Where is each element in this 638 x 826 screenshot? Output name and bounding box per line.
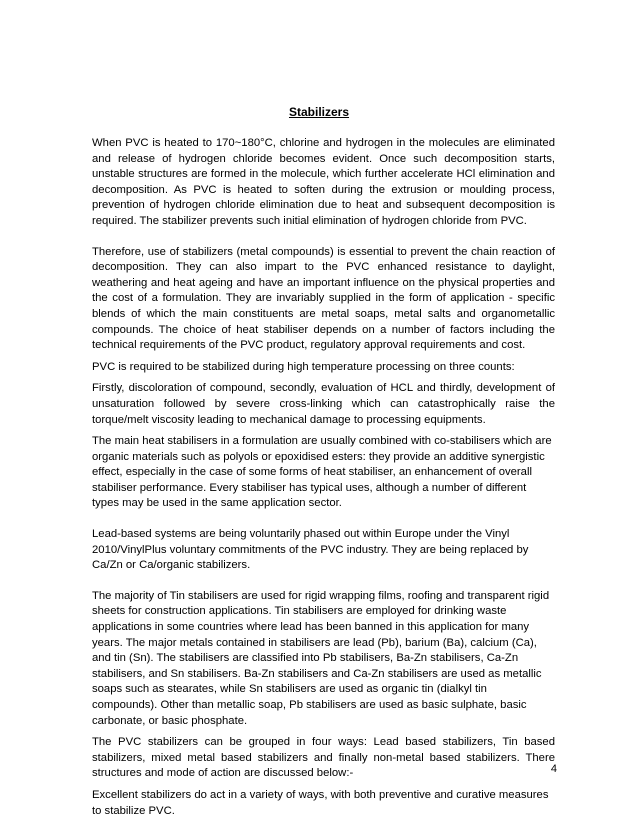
- page-number: 4: [550, 763, 557, 775]
- paragraph-discoloration: Firstly, discoloration of compound, secondly, evaluation of HCL and thirdly, development of unsaturation followed by severe cross-linking which can catastrophically raise the torque/melt viscosity leading to mechanical damage to processing equipments.: [92, 382, 555, 426]
- paragraph-excellent-stabilizers: Excellent stabilizers do act in a variety of ways, with both preventive and curative measures to stabilize PVC.: [92, 788, 549, 817]
- paragraph-four-groups: The PVC stabilizers can be grouped in four ways: Lead based stabilizers, Tin based stabilizers, mixed metal based stabilizers and finally non-metal based stabilizers. There structures and mode of action are discussed below:-: [92, 736, 555, 780]
- paragraph-tin-stabilisers: The majority of Tin stabilisers are used for rigid wrapping films, roofing and transparent rigid sheets for construction applications. Tin stabilisers are employed for drinking waste applications in some countries where lead has been banned in this application for many years. The major metals contained in stabilisers are lead (Pb), barium (Ba), calcium (Ca), and tin (Sn). The stabilisers are classified into Pb stabilisers, Ba-Zn stabilisers, Ca-Zn stabilisers, and Sn stabilisers. Ba-Zn stabilisers and Ca-Zn stabilisers are used as metallic soaps such as stearates, while Sn stabilisers are used as organic tin (dialkyl tin compounds). Other than metallic soap, Pb stabilisers are used as basic sulphate, basic carbonate, or basic phosphate.: [92, 589, 550, 727]
- paragraph-stabilizer-purpose: Therefore, use of stabilizers (metal compounds) is essential to prevent the chain reaction of decomposition. They can also impart to the PVC enhanced resistance to daylight, weathering and heat ageing and have an important influence on the physical properties and the cost of a formulation. They are invariably supplied in the form of application - specific blends of which the main constituents are metal soaps, metal salts and organometallic compounds. The choice of heat stabiliser depends on a number of factors including the technical requirements of the PVC product, regulatory approval requirements and cost.: [92, 245, 555, 352]
- paragraph-co-stabilisers: The main heat stabilisers in a formulation are usually combined with co-stabilisers which are organic materials such as polyols or epoxidised esters: they provide an additive synergistic effect, especially in the case of some forms of heat stabiliser, an enhancement of overall stabiliser performance. Every stabiliser has typical uses, although a number of different types may be used in the same application sector.: [92, 435, 552, 510]
- section-title: Stabilizers: [288, 105, 350, 119]
- paragraph-heat-decomposition: When PVC is heated to 170~180°C, chlorine and hydrogen in the molecules are eliminated and release of hydrogen chloride becomes evident. Once such decomposition starts, unstable structures are formed in the molecule, which further accelerate HCl elimination and decomposition. As PVC is heated to soften during the extrusion or moulding process, prevention of hydrogen chloride elimination due to heat and subsequent decomposition is required. The stabilizer prevents such initial elimination of hydrogen chloride from PVC.: [92, 137, 555, 227]
- paragraph-lead-phaseout: Lead-based systems are being voluntarily phased out within Europe under the Vinyl 2010/VinylPlus voluntary commitments of the PVC industry. They are being replaced by Ca/Zn or Ca/organic stabilizers.: [92, 528, 529, 572]
- paragraph-three-counts: PVC is required to be stabilized during high temperature processing on three counts:: [92, 360, 515, 373]
- document-body: [92, 136, 555, 819]
